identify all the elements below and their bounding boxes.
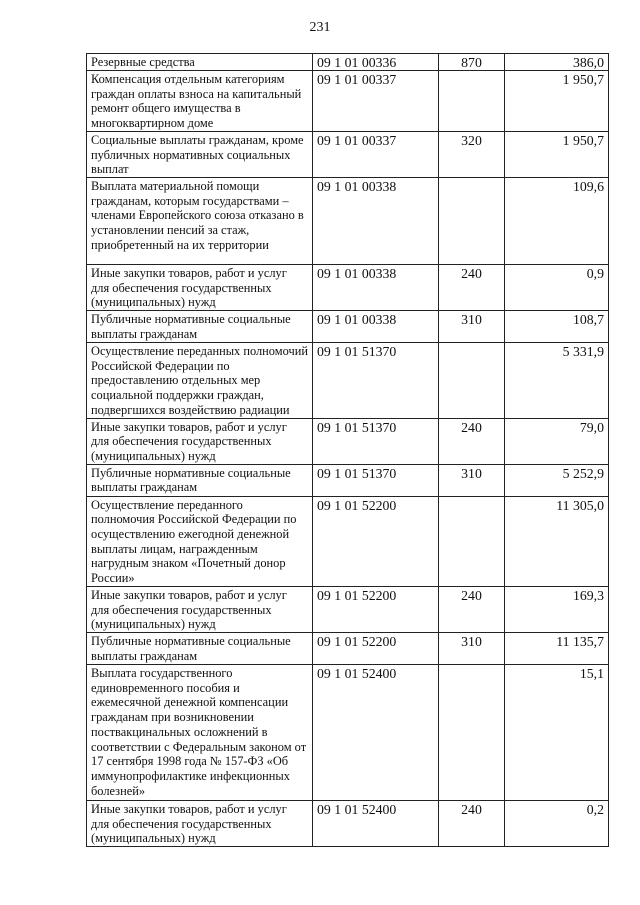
table-row [87,54,609,71]
row-sum: 169,3 [505,586,609,632]
row-vr: 310 [439,632,505,664]
row-name: Иные закупки товаров, работ и услуг для обеспечения государственных (муниципальных) нужд [87,418,313,464]
row-code: 09 1 01 00336 [313,54,439,71]
row-sum: 15,1 [505,664,609,800]
row-sum: 0,2 [505,800,609,846]
table-row [87,418,609,464]
row-name: Осуществление переданного полномочия Российской Федерации по осуществлению ежегодной денежной выплаты лицам, награжденным нагрудным знаком «Почетный донор России» [87,496,313,586]
row-sum: 11 135,7 [505,632,609,664]
row-code: 09 1 01 52200 [313,496,439,586]
row-sum: 79,0 [505,418,609,464]
table-row [87,311,609,343]
row-name: Компенсация отдельным категориям граждан оплаты взноса на капитальный ремонт общего имущества в многоквартирном доме [87,71,313,132]
row-vr [439,177,505,264]
row-name: Иные закупки товаров, работ и услуг для обеспечения государственных (муниципальных) нужд [87,586,313,632]
row-vr: 240 [439,264,505,310]
row-name: Публичные нормативные социальные выплаты гражданам [87,464,313,496]
table-row [87,131,609,177]
row-sum: 1 950,7 [505,71,609,132]
row-vr: 240 [439,586,505,632]
row-name: Осуществление переданных полномочий Российской Федерации по предоставлению отдельных мер социальной поддержки граждан, подвергшихся воздействию радиации [87,343,313,419]
row-vr: 240 [439,800,505,846]
row-name: Публичные нормативные социальные выплаты гражданам [87,311,313,343]
row-name: Иные закупки товаров, работ и услуг для обеспечения государственных (муниципальных) нужд [87,800,313,846]
row-code: 09 1 01 52200 [313,632,439,664]
row-code: 09 1 01 51370 [313,343,439,419]
row-sum: 1 950,7 [505,131,609,177]
row-code: 09 1 01 00338 [313,177,439,264]
row-vr [439,343,505,419]
row-code: 09 1 01 51370 [313,464,439,496]
row-code: 09 1 01 00337 [313,71,439,132]
row-code: 09 1 01 52400 [313,664,439,800]
row-code: 09 1 01 00337 [313,131,439,177]
row-name: Резервные средства [87,54,313,71]
row-code: 09 1 01 51370 [313,418,439,464]
row-vr [439,664,505,800]
row-name: Выплата государственного единовременного пособия и ежемесячной денежной компенсации гражданам при возникновении поствакцинальных осложнений в соответствии с Федеральным законом от 17 сентября 1998 года № 157-ФЗ «Об иммунопрофилактике инфекционных болезней» [87,664,313,800]
row-sum: 0,9 [505,264,609,310]
row-sum: 5 252,9 [505,464,609,496]
row-name: Выплата материальной помощи гражданам, которым государствами – членами Европейского союза отказано в установлении пенсий за стаж, приобретенный на их территории [87,177,313,264]
table-row [87,664,609,800]
row-vr: 240 [439,418,505,464]
budget-table [86,53,609,847]
table-row [87,71,609,132]
row-name: Социальные выплаты гражданам, кроме публичных нормативных социальных выплат [87,131,313,177]
table-row [87,586,609,632]
row-sum: 5 331,9 [505,343,609,419]
row-code: 09 1 01 52200 [313,586,439,632]
row-name: Публичные нормативные социальные выплаты гражданам [87,632,313,664]
row-sum: 386,0 [505,54,609,71]
table-row [87,177,609,264]
table-row [87,464,609,496]
row-sum: 109,6 [505,177,609,264]
table-row [87,632,609,664]
row-name: Иные закупки товаров, работ и услуг для обеспечения государственных (муниципальных) нужд [87,264,313,310]
row-vr: 310 [439,311,505,343]
table-row [87,496,609,586]
row-vr: 870 [439,54,505,71]
row-code: 09 1 01 00338 [313,311,439,343]
row-vr: 320 [439,131,505,177]
table-row [87,343,609,419]
table-row [87,264,609,310]
table-row [87,800,609,846]
row-code: 09 1 01 52400 [313,800,439,846]
row-vr [439,71,505,132]
row-sum: 108,7 [505,311,609,343]
row-vr: 310 [439,464,505,496]
row-vr [439,496,505,586]
page-number: 231 [309,20,331,35]
row-sum: 11 305,0 [505,496,609,586]
row-code: 09 1 01 00338 [313,264,439,310]
